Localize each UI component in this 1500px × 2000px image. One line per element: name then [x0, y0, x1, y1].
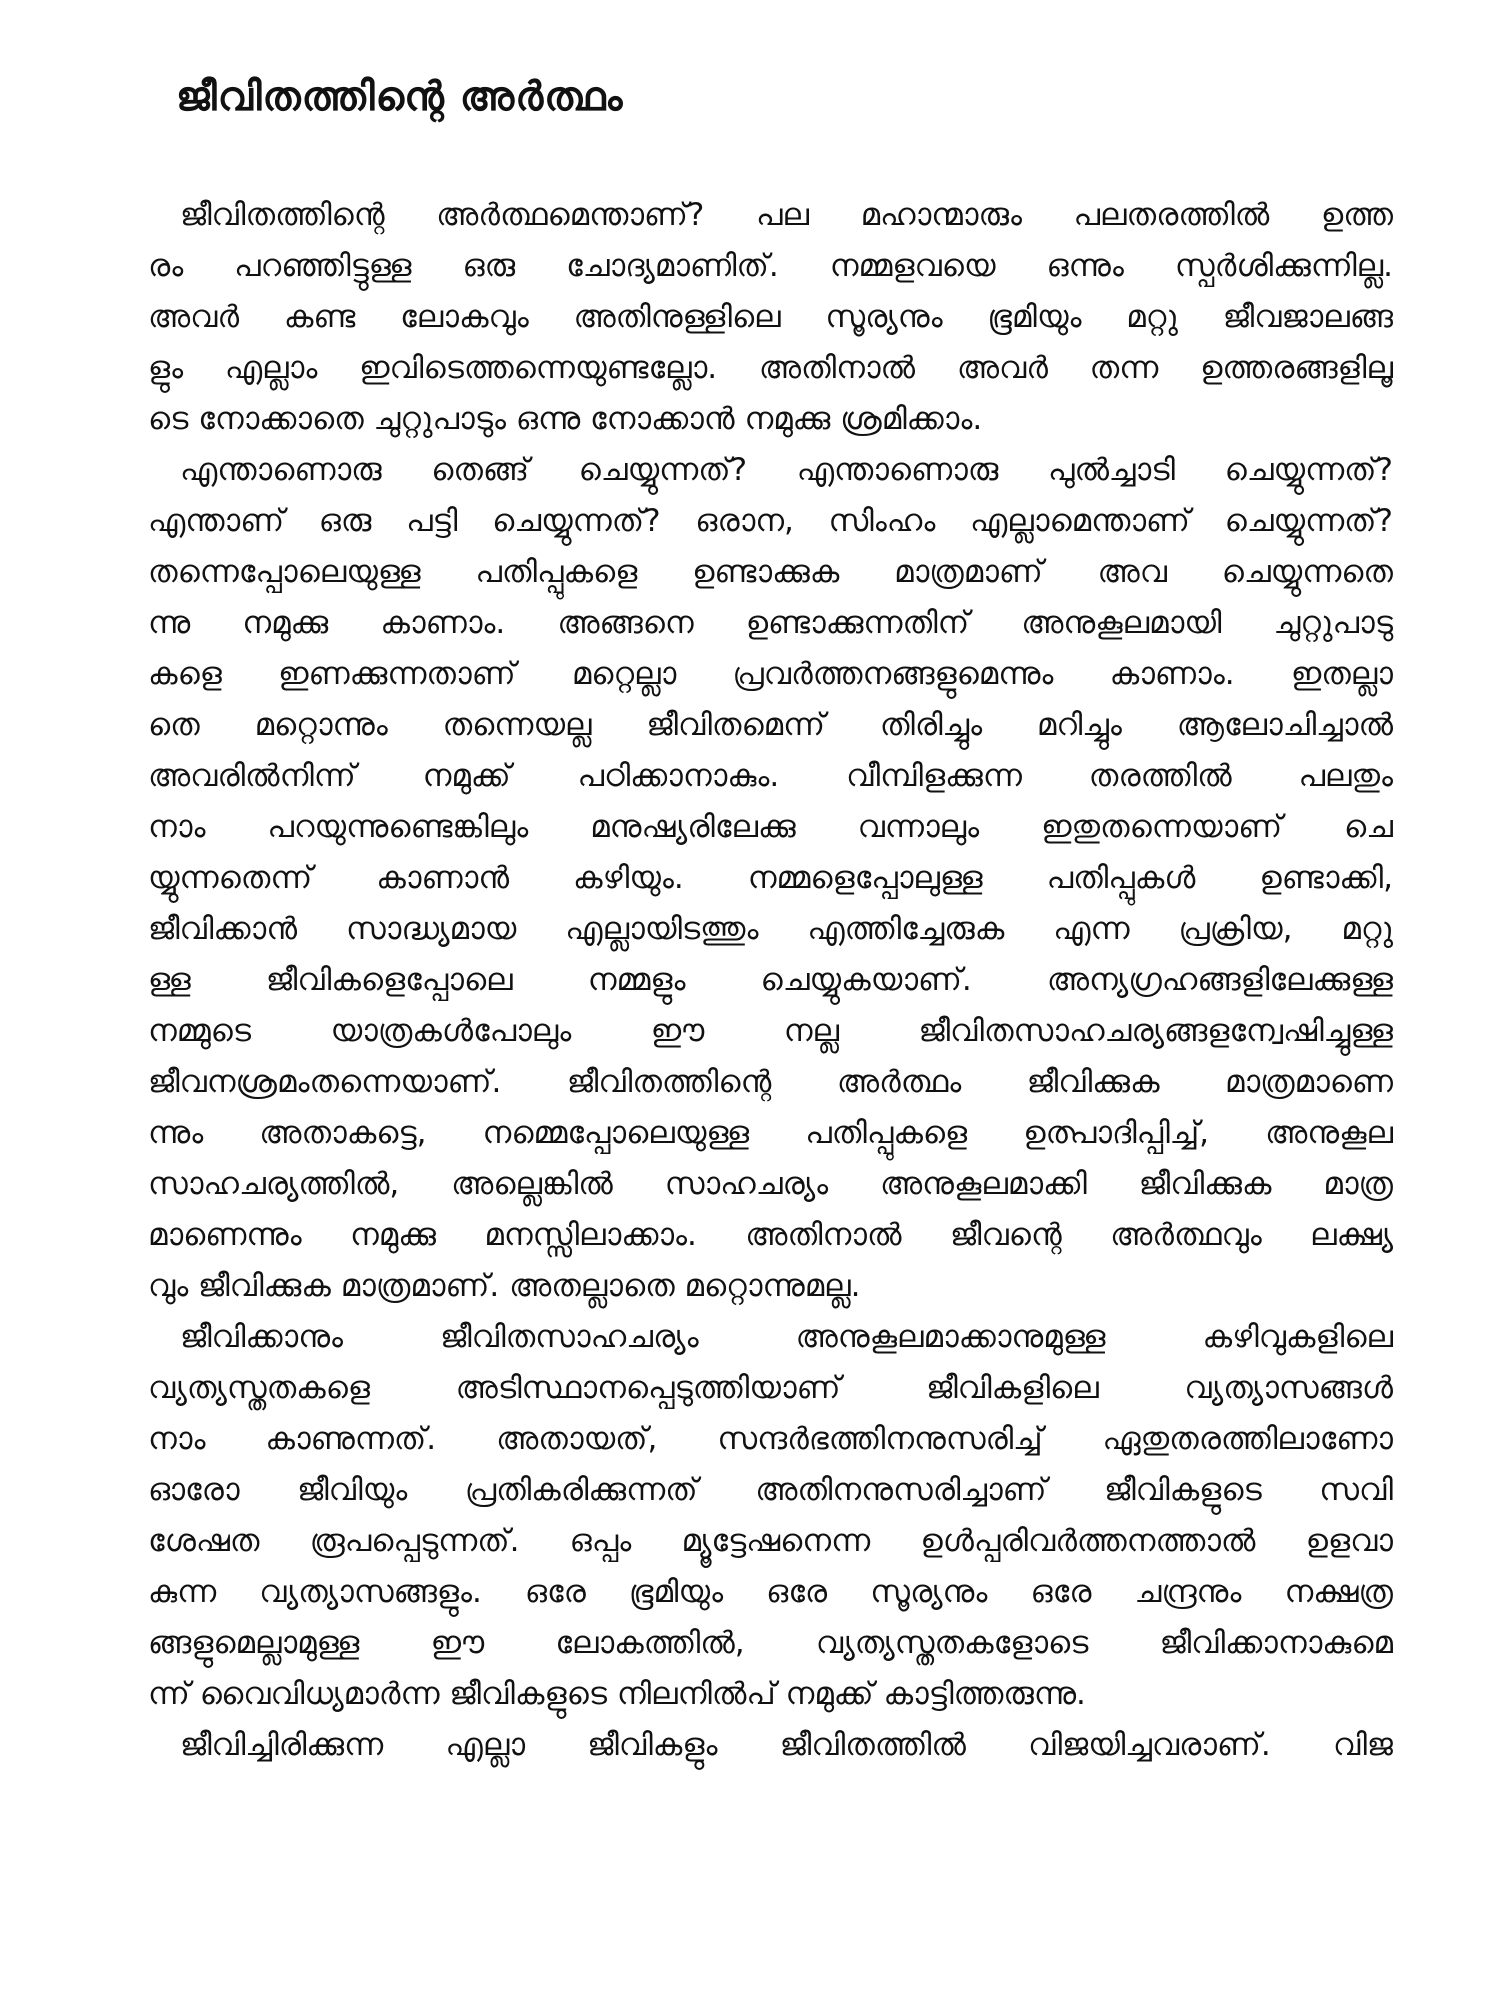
text-line: ള്ള ജീവികളെപ്പോലെ നമ്മളും ചെയ്യുകയാണ്. അന്യഗ്രഹങ്ങളിലേക്കുള്ള — [148, 962, 1393, 998]
text-line: നമ്മുടെ യാത്രകൾപോലും ഈ നല്ല ജീവിതസാഹചര്യങ്ങളന്വേഷിച്ചുള്ള — [148, 1013, 1393, 1049]
text-line: എന്താണൊരു തെങ്ങ് ചെയ്യുന്നത്? എന്താണൊരു പുൽച്ചാടി ചെയ്യുന്നത്? — [180, 452, 1393, 488]
text-line: മാണെന്നും നമുക്കു മനസ്സിലാക്കാം. അതിനാൽ ജീവന്റെ അർത്ഥവും ലക്ഷ്യ — [148, 1217, 1393, 1253]
text-line: ജീവിക്കാൻ സാദ്ധ്യമായ എല്ലായിടത്തും എത്തിച്ചേരുക എന്ന പ്രക്രിയ, മറ്റു — [148, 911, 1393, 947]
text-line: വ്യത്യസ്തതകളെ അടിസ്ഥാനപ്പെടുത്തിയാണ് ജീവികളിലെ വ്യത്യാസങ്ങൾ — [148, 1370, 1393, 1406]
text-line: വും ജീവിക്കുക മാത്രമാണ്. അതല്ലാതെ മറ്റൊന്നുമല്ല. — [148, 1268, 861, 1304]
text-line: ജീവിച്ചിരിക്കുന്ന എല്ലാ ജീവികളും ജീവിതത്തിൽ വിജയിച്ചവരാണ്. വിജ — [180, 1727, 1393, 1763]
text-line: ന്നും അതാകട്ടെ, നമ്മെപ്പോലെയുള്ള പതിപ്പുകളെ ഉത്പാദിപ്പിച്ച്, അനുകൂല — [148, 1115, 1393, 1151]
text-line: തന്നെപ്പോലെയുള്ള പതിപ്പുകളെ ഉണ്ടാക്കുക മാത്രമാണ് അവ ചെയ്യുന്നതെ — [148, 554, 1393, 590]
text-line: ന്നു നമുക്കു കാണാം. അങ്ങനെ ഉണ്ടാക്കുന്നതിന് അനുകൂലമായി ചുറ്റുപാടു — [148, 605, 1393, 641]
text-line: ടെ നോക്കാതെ ചുറ്റുപാടും ഒന്നു നോക്കാൻ നമുക്കു ശ്രമിക്കാം. — [148, 401, 983, 437]
body-text — [148, 190, 1393, 1771]
text-line: ഓരോ ജീവിയും പ്രതികരിക്കുന്നത് അതിനനുസരിച്ചാണ് ജീവികളുടെ സവി — [148, 1472, 1393, 1508]
text-line: അവർ കണ്ട ലോകവും അതിനുള്ളിലെ സൂര്യനും ഭൂമിയും മറ്റു ജീവജാലങ്ങ — [148, 299, 1393, 335]
text-line: ജീവിതത്തിന്റെ അർത്ഥമെന്താണ്? പല മഹാന്മാരും പലതരത്തിൽ ഉത്ത — [180, 197, 1393, 233]
chapter-title: ജീവിതത്തിന്റെ അർത്ഥം — [176, 74, 624, 120]
text-line: രം പറഞ്ഞിട്ടുള്ള ഒരു ചോദ്യമാണിത്. നമ്മളവയെ ഒന്നും സ്പർശിക്കുന്നില്ല. — [148, 248, 1393, 284]
text-line: ന്ന് വൈവിധ്യമാർന്ന ജീവികളുടെ നിലനിൽപ് നമുക്ക് കാട്ടിത്തരുന്നു. — [148, 1676, 1086, 1712]
text-line: കുന്ന വ്യത്യാസങ്ങളും. ഒരേ ഭൂമിയും ഒരേ സൂര്യനും ഒരേ ചന്ദ്രനും നക്ഷത്ര — [148, 1574, 1393, 1610]
text-line: യ്യുന്നതെന്ന് കാണാൻ കഴിയും. നമ്മളെപ്പോലുള്ള പതിപ്പുകൾ ഉണ്ടാക്കി, — [148, 860, 1393, 896]
text-line: ജീവനശ്രമംതന്നെയാണ്. ജീവിതത്തിന്റെ അർത്ഥം ജീവിക്കുക മാത്രമാണെ — [148, 1064, 1393, 1100]
text-line: ളും എല്ലാം ഇവിടെത്തന്നെയുണ്ടല്ലോ. അതിനാൽ അവർ തന്ന ഉത്തരങ്ങളിലൂ — [148, 350, 1393, 386]
text-line: നാം കാണുന്നത്. അതായത്, സന്ദർഭത്തിനനുസരിച്ച് ഏതുതരത്തിലാണോ — [148, 1421, 1393, 1457]
text-line: നാം പറയുന്നുണ്ടെങ്കിലും മനുഷ്യരിലേക്കു വന്നാലും ഇതുതന്നെയാണ് ചെ — [148, 809, 1393, 845]
text-line: അവരിൽനിന്ന് നമുക്ക് പഠിക്കാനാകും. വീമ്പിളക്കുന്ന തരത്തിൽ പലതും — [148, 758, 1393, 794]
text-line: ജീവിക്കാനും ജീവിതസാഹചര്യം അനുകൂലമാക്കാനുമുള്ള കഴിവുകളിലെ — [180, 1319, 1393, 1355]
text-line: കളെ ഇണക്കുന്നതാണ് മറ്റെല്ലാ പ്രവർത്തനങ്ങളുമെന്നും കാണാം. ഇതല്ലാ — [148, 656, 1393, 692]
text-line: ശേഷത രൂപപ്പെടുന്നത്. ഒപ്പം മ്യൂട്ടേഷനെന്ന ഉൾപ്പരിവർത്തനത്താൽ ഉളവാ — [148, 1523, 1393, 1559]
text-line: എന്താണ് ഒരു പട്ടി ചെയ്യുന്നത്? ഒരാന, സിംഹം എല്ലാമെന്താണ് ചെയ്യുന്നത്? — [148, 503, 1393, 539]
text-line: തെ മറ്റൊന്നും തന്നെയല്ല ജീവിതമെന്ന് തിരിച്ചും മറിച്ചും ആലോചിച്ചാൽ — [148, 707, 1393, 743]
text-line: ങ്ങളുമെല്ലാമുള്ള ഈ ലോകത്തിൽ, വ്യത്യസ്തതകളോടെ ജീവിക്കാനാകുമെ — [148, 1625, 1393, 1661]
text-line: സാഹചര്യത്തിൽ, അല്ലെങ്കിൽ സാഹചര്യം അനുകൂലമാക്കി ജീവിക്കുക മാത്ര — [148, 1166, 1393, 1202]
